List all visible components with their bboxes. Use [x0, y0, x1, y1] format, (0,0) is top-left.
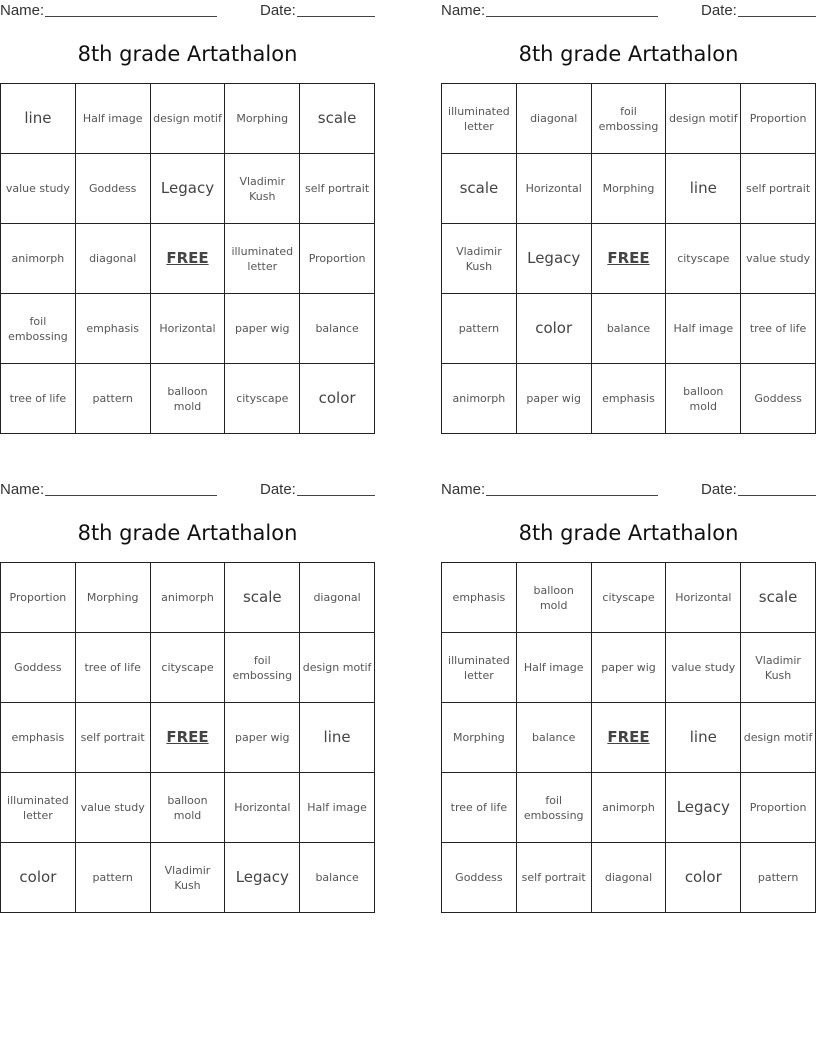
bingo-cell[interactable]: pattern	[442, 294, 517, 364]
name-label: Name:	[441, 2, 486, 19]
bingo-cell[interactable]: balance	[592, 294, 667, 364]
bingo-cell[interactable]: animorph	[442, 364, 517, 434]
bingo-cell[interactable]: Proportion	[1, 563, 76, 633]
bingo-cell[interactable]: design motif	[300, 633, 375, 703]
bingo-cell[interactable]: Legacy	[225, 843, 300, 913]
bingo-cell[interactable]: design motif	[151, 84, 226, 154]
bingo-cell[interactable]: Proportion	[741, 84, 816, 154]
bingo-cell[interactable]: line	[666, 154, 741, 224]
bingo-cell[interactable]: scale	[225, 563, 300, 633]
bingo-cell[interactable]: Morphing	[76, 563, 151, 633]
bingo-cell[interactable]: balloon mold	[666, 364, 741, 434]
name-date-bar	[0, 0, 375, 22]
bingo-cell[interactable]: animorph	[151, 563, 226, 633]
bingo-cell[interactable]: balloon mold	[151, 773, 226, 843]
bingo-cell[interactable]: illuminated letter	[442, 633, 517, 703]
bingo-cell[interactable]: Vladimir Kush	[225, 154, 300, 224]
bingo-cell[interactable]: balance	[300, 843, 375, 913]
bingo-cell[interactable]: pattern	[76, 843, 151, 913]
bingo-cell[interactable]: design motif	[666, 84, 741, 154]
bingo-cell[interactable]: Legacy	[666, 773, 741, 843]
bingo-cell[interactable]: illuminated letter	[225, 224, 300, 294]
bingo-cell[interactable]: self portrait	[741, 154, 816, 224]
bingo-cell[interactable]: Half image	[517, 633, 592, 703]
bingo-cell[interactable]: Legacy	[517, 224, 592, 294]
name-label: Name:	[0, 481, 45, 498]
bingo-cell[interactable]: Horizontal	[666, 563, 741, 633]
bingo-cell[interactable]: Horizontal	[225, 773, 300, 843]
bingo-cell[interactable]: animorph	[592, 773, 667, 843]
date-label: Date:	[260, 481, 296, 498]
bingo-cell[interactable]: tree of life	[442, 773, 517, 843]
bingo-cell[interactable]: self portrait	[300, 154, 375, 224]
bingo-cell[interactable]: balloon mold	[151, 364, 226, 434]
bingo-cell[interactable]: balance	[300, 294, 375, 364]
card-title: 8th grade Artathalon	[518, 521, 739, 545]
bingo-cell[interactable]: illuminated letter	[1, 773, 76, 843]
free-space[interactable]: FREE	[592, 224, 667, 294]
bingo-cell[interactable]: Half image	[666, 294, 741, 364]
bingo-cell[interactable]: diagonal	[76, 224, 151, 294]
bingo-cell[interactable]: cityscape	[592, 563, 667, 633]
bingo-cell[interactable]: value study	[741, 224, 816, 294]
bingo-cell[interactable]: emphasis	[592, 364, 667, 434]
bingo-cell[interactable]: emphasis	[76, 294, 151, 364]
bingo-cell[interactable]: cityscape	[151, 633, 226, 703]
bingo-cell[interactable]: tree of life	[741, 294, 816, 364]
bingo-cell[interactable]: color	[517, 294, 592, 364]
date-field[interactable]	[297, 495, 375, 496]
name-field[interactable]	[45, 495, 217, 496]
bingo-cell[interactable]: Goddess	[76, 154, 151, 224]
bingo-cell[interactable]: Horizontal	[517, 154, 592, 224]
bingo-cell[interactable]: self portrait	[76, 703, 151, 773]
bingo-cell[interactable]: foil embossing	[225, 633, 300, 703]
bingo-cell[interactable]: balance	[517, 703, 592, 773]
date-field[interactable]	[297, 16, 375, 17]
bingo-card	[441, 0, 816, 440]
bingo-cell[interactable]: pattern	[741, 843, 816, 913]
bingo-cell[interactable]: Horizontal	[151, 294, 226, 364]
bingo-cell[interactable]: Vladimir Kush	[741, 633, 816, 703]
bingo-cell[interactable]: line	[666, 703, 741, 773]
name-label: Name:	[441, 481, 486, 498]
bingo-cell[interactable]: Morphing	[225, 84, 300, 154]
bingo-cell[interactable]: pattern	[76, 364, 151, 434]
bingo-cell[interactable]: Vladimir Kush	[151, 843, 226, 913]
free-space[interactable]: FREE	[592, 703, 667, 773]
bingo-cell[interactable]: diagonal	[592, 843, 667, 913]
bingo-cell[interactable]: color	[300, 364, 375, 434]
bingo-cell[interactable]: illuminated letter	[442, 84, 517, 154]
bingo-cell[interactable]: Legacy	[151, 154, 226, 224]
bingo-cell[interactable]: foil embossing	[592, 84, 667, 154]
bingo-cell[interactable]: paper wig	[225, 703, 300, 773]
card-title: 8th grade Artathalon	[518, 42, 739, 66]
bingo-card	[441, 479, 816, 919]
name-date-bar	[441, 0, 816, 22]
bingo-cell[interactable]: Proportion	[741, 773, 816, 843]
date-label: Date:	[260, 2, 296, 19]
bingo-cell[interactable]: line	[1, 84, 76, 154]
bingo-grid	[441, 83, 816, 434]
bingo-cell[interactable]: design motif	[741, 703, 816, 773]
bingo-card	[0, 479, 375, 919]
bingo-grid	[0, 562, 375, 913]
bingo-cell[interactable]: diagonal	[300, 563, 375, 633]
name-field[interactable]	[486, 495, 658, 496]
bingo-cell[interactable]: paper wig	[517, 364, 592, 434]
date-field[interactable]	[738, 16, 816, 17]
bingo-cell[interactable]: tree of life	[1, 364, 76, 434]
bingo-cell[interactable]: emphasis	[1, 703, 76, 773]
name-field[interactable]	[486, 16, 658, 17]
name-date-bar	[0, 479, 375, 501]
bingo-cell[interactable]: Proportion	[300, 224, 375, 294]
date-label: Date:	[701, 481, 737, 498]
date-label: Date:	[701, 2, 737, 19]
bingo-grid	[441, 562, 816, 913]
bingo-cell[interactable]: color	[666, 843, 741, 913]
date-field[interactable]	[738, 495, 816, 496]
bingo-cell[interactable]: scale	[442, 154, 517, 224]
bingo-cell[interactable]: Half image	[300, 773, 375, 843]
bingo-cell[interactable]: paper wig	[592, 633, 667, 703]
bingo-cell[interactable]: cityscape	[225, 364, 300, 434]
bingo-cell[interactable]: Goddess	[741, 364, 816, 434]
bingo-cell[interactable]: paper wig	[225, 294, 300, 364]
name-field[interactable]	[45, 16, 217, 17]
bingo-cell[interactable]: tree of life	[76, 633, 151, 703]
bingo-cell[interactable]: Half image	[76, 84, 151, 154]
bingo-cell[interactable]: self portrait	[517, 843, 592, 913]
bingo-cell[interactable]: cityscape	[666, 224, 741, 294]
name-label: Name:	[0, 2, 45, 19]
bingo-grid	[0, 83, 375, 434]
bingo-cell[interactable]: diagonal	[517, 84, 592, 154]
bingo-cell[interactable]: scale	[741, 563, 816, 633]
card-title: 8th grade Artathalon	[77, 521, 298, 545]
bingo-cell[interactable]: foil embossing	[1, 294, 76, 364]
bingo-cell[interactable]: value study	[666, 633, 741, 703]
bingo-cell[interactable]: Goddess	[442, 843, 517, 913]
free-space[interactable]: FREE	[151, 703, 226, 773]
free-space[interactable]: FREE	[151, 224, 226, 294]
bingo-card	[0, 0, 375, 440]
bingo-cell[interactable]: color	[1, 843, 76, 913]
bingo-cell[interactable]: value study	[1, 154, 76, 224]
bingo-cell[interactable]: animorph	[1, 224, 76, 294]
bingo-cell[interactable]: line	[300, 703, 375, 773]
bingo-cell[interactable]: Morphing	[442, 703, 517, 773]
bingo-cell[interactable]: Morphing	[592, 154, 667, 224]
bingo-cell[interactable]: foil embossing	[517, 773, 592, 843]
card-title: 8th grade Artathalon	[77, 42, 298, 66]
bingo-cell[interactable]: emphasis	[442, 563, 517, 633]
bingo-cell[interactable]: Goddess	[1, 633, 76, 703]
name-date-bar	[441, 479, 816, 501]
bingo-cell[interactable]: Vladimir Kush	[442, 224, 517, 294]
bingo-cell[interactable]: value study	[76, 773, 151, 843]
bingo-cell[interactable]: scale	[300, 84, 375, 154]
bingo-cell[interactable]: balloon mold	[517, 563, 592, 633]
